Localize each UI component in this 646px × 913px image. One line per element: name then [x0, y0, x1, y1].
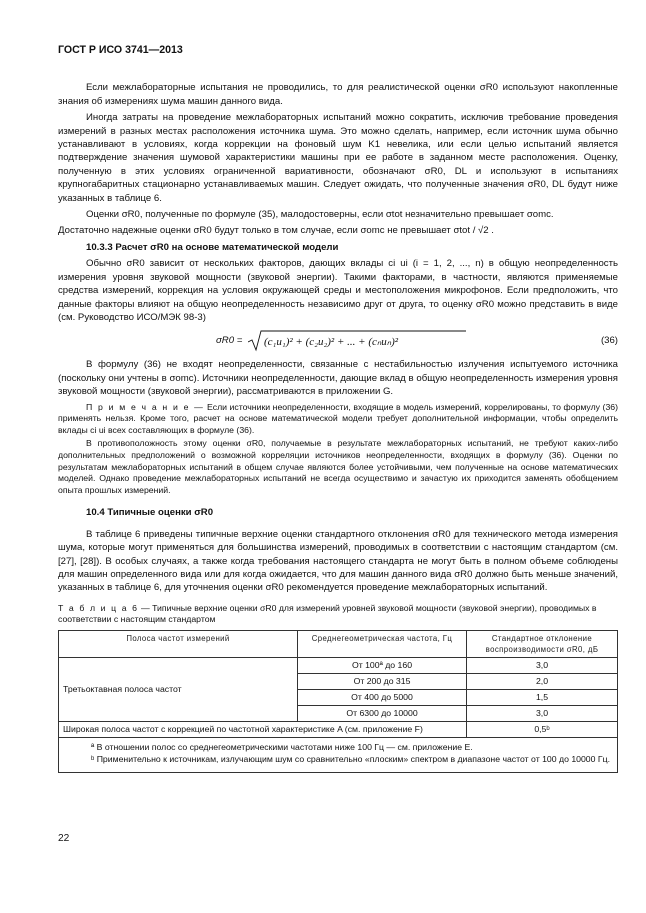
- paragraph: Иногда затраты на проведение межлабораторных испытаний можно сократить, исключив требование проведения измерений в разных местах расположения источника шума. Это можно сделать, например, если источник шума обычно устанавливают в условиях, когда коррекции на фоновый шум K1 невелика, или если целью испытаний является подтверждение значения шумовой характеристики машины при ее работе в заданном месте расположения. Оценку, полученную в этих условиях ограниченной вариативности, обозначают σR0, DL и используют в испытаниях крупногабаритных стационарно устанавливаемых машин. Следует ожидать, что полученные значения σR0, DL будут ниже указанных в таблице 6.: [58, 112, 618, 204]
- formula-lhs: σR0 =: [216, 335, 243, 347]
- note-continued: В противоположность этому оценки σR0, получаемые в результате межлабораторных испытаний, не требуют каких-либо дополнительных предположений о возможной корреляции источников неопределенности, входящих в формулу (36). Оценки по результатам межлабораторных испытаний в общем случае являются более устойчивыми, чем полученные на основе математических моделей. Однако проведение межлабораторных испытаний не всегда осуществимо и зачастую их приходится заменять обобщением опыта прошлых измерений.: [58, 438, 618, 495]
- table-footnote-b: ᵇ Применительно к источникам, излучающим шум со сравнительно «плоским» спектром в диапазоне частот от 100 до 10000 Гц.: [91, 753, 610, 764]
- page-number: 22: [58, 833, 70, 844]
- table-footnote-a: ª В отношении полос со среднегеометрическими частотами ниже 100 Гц — см. приложение E.: [91, 741, 473, 752]
- table-cell-frequency: От 100ª до 160: [298, 657, 467, 673]
- note-label: П р и м е ч а н и е —: [86, 401, 205, 412]
- paragraph: В формулу (36) не входят неопределенности, связанные с нестабильностью излучения испытуемого источника (поскольку они учтены в σomc). Источники неопределенности, дающие вклад в общую неопределенность измерения уровня звуковой мощности (звуковой энергии), рассматриваются в приложении G.: [58, 359, 618, 398]
- table-cell-wideband-label: Широкая полоса частот с коррекцией по частотной характеристике A (см. приложение F): [59, 721, 467, 737]
- paragraph: Оценки σR0, полученные по формуле (35), малодостоверны, если σtot незначительно превышает σomc.: [86, 209, 554, 221]
- table-cell-sigma: 3,0: [467, 705, 618, 721]
- formula-radical: [248, 330, 468, 352]
- table-cell-frequency: От 6300 до 10000: [298, 705, 467, 721]
- table-footnotes-row: [59, 737, 618, 772]
- table-cell-frequency: От 400 до 5000: [298, 689, 467, 705]
- paragraph: Если межлабораторные испытания не проводились, то для реалистической оценки σR0 используют накопленные знания об измерениях шума машин данного вида.: [58, 82, 618, 107]
- table-cell-wideband-value: 0,5ᵇ: [467, 721, 618, 737]
- table-header-band: Полоса частот измерений: [59, 630, 298, 657]
- formula-36: [58, 330, 618, 352]
- table-caption: [58, 603, 618, 626]
- formula-number: (36): [600, 335, 618, 347]
- paragraph: В таблице 6 приведены типичные верхние оценки стандартного отклонения σR0 для технического метода измерения шума, которые могут применяться для большинства измерений, проводимых в соответствии с настоящим стандартом (см. [27], [28]). В особых случаях, а также когда требования настоящего стандарта не могут быть в полном объеме соблюдены для машин определенного вида или для когда ожидается, что для машин данного вида σR0 должно быть меньше значений, указанных в таблице 6, для уточнения оценки σR0 рекомендуется проведение межлабораторных испытаний.: [58, 528, 618, 594]
- table-header-frequency: Среднегеометрическая частота, Гц: [298, 630, 467, 657]
- table-cell-frequency: От 200 до 315: [298, 673, 467, 689]
- document-page: [58, 44, 618, 773]
- table-caption-text: — Типичные верхние оценки σR0 для измерений уровней звуковой мощности (звуковой энергии), проводимых в соответствии с настоящим стандартом: [58, 602, 597, 625]
- table-row: [59, 657, 618, 673]
- table-header-row: [59, 630, 618, 657]
- table-cell-sigma: 1,5: [467, 689, 618, 705]
- table-cell-sigma: 3,0: [467, 657, 618, 673]
- svg-text:(c₁u₁)² + (c₂u₂)² + ... + (cₙu: (c₁u₁)² + (c₂u₂)² + ... + (cₙuₙ)²: [264, 336, 399, 349]
- paragraph: Достаточно надежные оценки σR0 будут только в том случае, если σomc не превышает σtot / √2 .: [58, 225, 494, 237]
- note: [58, 402, 618, 437]
- section-heading-10-4: 10.4 Типичные оценки σR0: [86, 507, 214, 519]
- section-heading-10-3-3: 10.3.3 Расчет σR0 на основе математической модели: [86, 241, 339, 253]
- table-cell-sigma: 2,0: [467, 673, 618, 689]
- table-6: [58, 630, 618, 773]
- formula-rhs-text: [58, 330, 59, 331]
- table-footnotes: [59, 737, 618, 772]
- note-text: Если источники неопределенности, входящие в модель измерений, коррелированы, то формулу (36) применять нельзя. Кроме того, расчет на основе математической модели требует дополнительной информации, чтобы определить вклады ci ui всех составляющих в формуле (36).: [58, 401, 618, 435]
- paragraph: Обычно σR0 зависит от нескольких факторов, дающих вклады ci ui (i = 1, 2, ..., n) в общую неопределенность измерения уровня звуковой мощности (звуковой энергии). Такими факторами, в частности, являются применяемые средства измерений, коррекция на условия окружающей среды и местоположения микрофонов. Если предположить, что данные факторы влияют на общую неопределенность независимо друг от друга, то оценку σR0 можно представить в виде (см. Руководство ИСО/МЭК 98-3): [58, 258, 618, 323]
- table-header-sigma: Стандартное отклонение воспроизводимости σR0, дБ: [467, 630, 618, 657]
- table-cell-band: Третьоктавная полоса частот: [59, 657, 298, 721]
- page-header-title: ГОСТ Р ИСО 3741—2013: [58, 44, 183, 56]
- table-row-wideband: [59, 721, 618, 737]
- table-caption-label: Т а б л и ц а 6: [58, 602, 139, 613]
